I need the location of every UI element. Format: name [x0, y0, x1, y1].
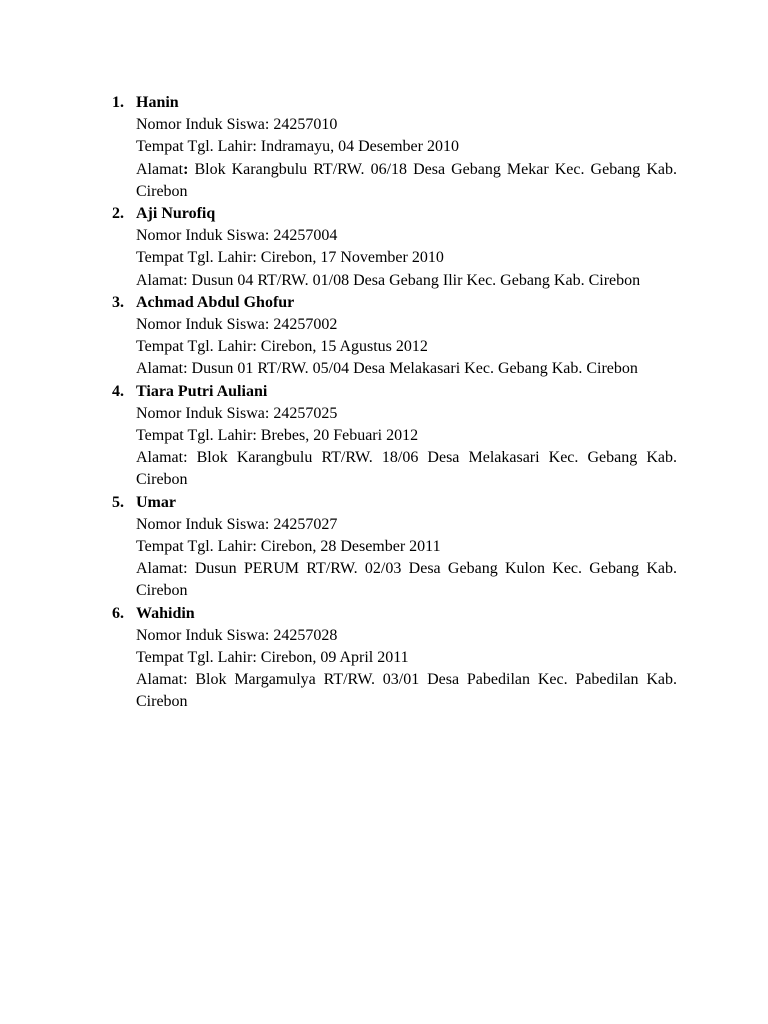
student-item-4: [112, 381, 677, 492]
student-name: Aji Nurofiq: [136, 205, 216, 223]
item-number: 5.: [112, 493, 124, 511]
student-birth: Tempat Tgl. Lahir: Cirebon, 09 April 2011: [136, 649, 409, 667]
address-label: Alamat: [136, 160, 184, 178]
student-item-1: [112, 92, 677, 203]
student-list: [112, 92, 677, 714]
student-name: Umar: [136, 493, 176, 511]
item-number: 3.: [112, 293, 124, 311]
student-item-2: [112, 203, 677, 292]
student-name: Tiara Putri Auliani: [136, 382, 268, 400]
student-nis: Nomor Induk Siswa: 24257028: [136, 626, 338, 644]
student-birth: Tempat Tgl. Lahir: Cirebon, 15 Agustus 2012: [136, 338, 428, 356]
student-nis: Nomor Induk Siswa: 24257004: [136, 227, 338, 245]
address-value: Blok Karangbulu RT/RW. 06/18 Desa Gebang Mekar Kec. Gebang Kab. Cirebon: [136, 160, 677, 200]
student-name: Achmad Abdul Ghofur: [136, 293, 295, 311]
student-name: Hanin: [136, 94, 179, 111]
student-nis: Nomor Induk Siswa: 24257025: [136, 404, 338, 422]
student-birth: Tempat Tgl. Lahir: Indramayu, 04 Desember 2010: [136, 138, 459, 156]
address-colon: :: [183, 160, 189, 178]
student-item-3: [112, 292, 677, 381]
student-address: Alamat: Blok Margamulya RT/RW. 03/01 Desa Pabedilan Kec. Pabedilan Kab. Cirebon: [136, 671, 677, 711]
student-address: Alamat: Blok Karangbulu RT/RW. 18/06 Desa Melakasari Kec. Gebang Kab. Cirebon: [136, 449, 677, 489]
student-birth: Tempat Tgl. Lahir: Cirebon, 17 November 2010: [136, 249, 444, 267]
student-name: Wahidin: [136, 604, 195, 622]
student-nis: Nomor Induk Siswa: 24257010: [136, 116, 338, 134]
student-address: Alamat: Dusun 04 RT/RW. 01/08 Desa Gebang Ilir Kec. Gebang Kab. Cirebon: [136, 271, 641, 289]
item-number: 4.: [112, 382, 124, 400]
student-address: Alamat: Dusun PERUM RT/RW. 02/03 Desa Gebang Kulon Kec. Gebang Kab. Cirebon: [136, 560, 677, 600]
student-address: Alamat: Dusun 01 RT/RW. 05/04 Desa Melakasari Kec. Gebang Kab. Cirebon: [136, 360, 638, 378]
student-address: [136, 159, 677, 203]
student-birth: Tempat Tgl. Lahir: Cirebon, 28 Desember 2011: [136, 538, 441, 556]
student-birth: Tempat Tgl. Lahir: Brebes, 20 Febuari 2012: [136, 427, 419, 445]
student-item-6: [112, 603, 677, 714]
student-nis: Nomor Induk Siswa: 24257027: [136, 515, 338, 533]
student-item-5: [112, 492, 677, 603]
item-number: 6.: [112, 604, 124, 622]
item-number: 1.: [112, 94, 124, 111]
student-nis: Nomor Induk Siswa: 24257002: [136, 316, 338, 334]
item-number: 2.: [112, 205, 124, 223]
